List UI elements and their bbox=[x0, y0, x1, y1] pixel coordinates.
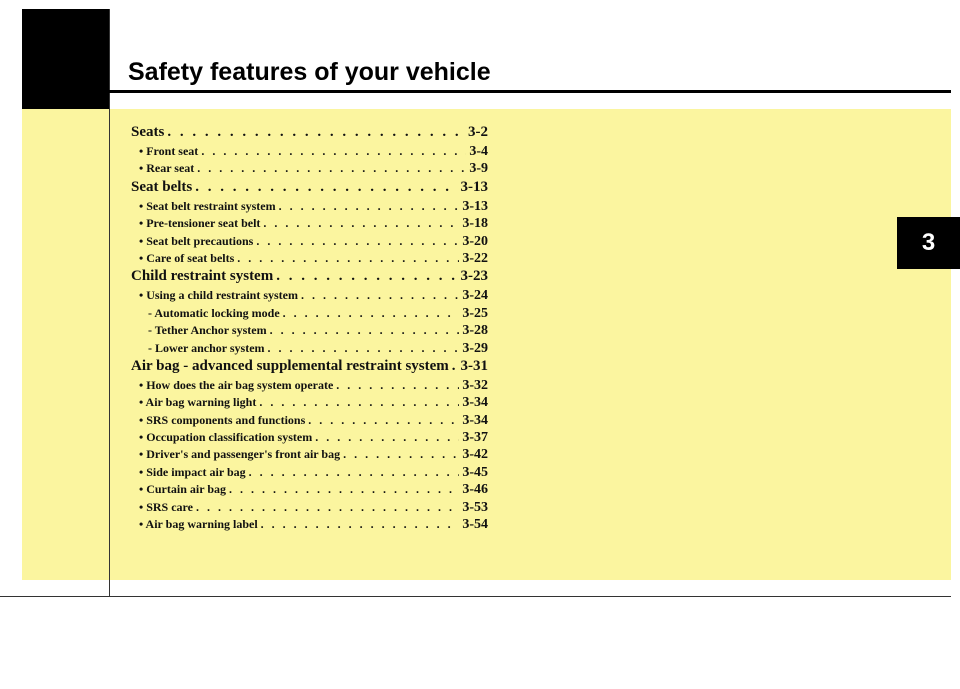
toc-dot-leader bbox=[195, 179, 457, 196]
toc-entry-page: 3-31 bbox=[460, 357, 488, 374]
toc-entry-label: • Side impact air bag bbox=[139, 464, 246, 479]
toc-entry-page: 3-34 bbox=[462, 412, 488, 428]
toc-entry-page: 3-23 bbox=[460, 268, 488, 285]
toc-entry-page: 3-46 bbox=[462, 482, 488, 498]
toc-entry-label: • SRS care bbox=[139, 499, 193, 514]
toc-dot-leader bbox=[249, 465, 460, 480]
toc-subentry[interactable] bbox=[131, 144, 488, 161]
toc-entry-label: • Using a child restraint system bbox=[139, 288, 298, 303]
toc-subentry[interactable] bbox=[131, 161, 488, 178]
chapter-tab[interactable]: 3 bbox=[897, 217, 960, 269]
toc-dot-leader bbox=[343, 447, 459, 462]
toc-subentry[interactable] bbox=[131, 323, 488, 340]
toc-dot-leader bbox=[196, 500, 459, 515]
toc-entry-page: 3-25 bbox=[462, 305, 488, 321]
toc-entry-page: 3-20 bbox=[462, 233, 488, 249]
toc-entry-page: 3-34 bbox=[462, 395, 488, 411]
title-underline bbox=[109, 90, 951, 93]
toc-entry-label: • Driver's and passenger's front air bag bbox=[139, 447, 341, 462]
toc-dot-leader bbox=[452, 358, 458, 375]
toc-subentry[interactable] bbox=[131, 465, 488, 482]
toc-entry-label: - Tether Anchor system bbox=[148, 323, 267, 338]
toc-subentry[interactable] bbox=[131, 517, 488, 534]
toc-entry-page: 3-2 bbox=[468, 124, 488, 140]
toc-dot-leader bbox=[336, 378, 459, 393]
toc-section-entry[interactable] bbox=[131, 124, 488, 144]
toc-entry-label: • Seat belt precautions bbox=[139, 233, 254, 248]
toc-dot-leader bbox=[301, 288, 459, 303]
page-title: Safety features of your vehicle bbox=[128, 58, 491, 86]
toc-subentry[interactable] bbox=[131, 500, 488, 517]
toc-subentry[interactable] bbox=[131, 447, 488, 464]
toc-entry-label: • Pre-tensioner seat belt bbox=[139, 216, 261, 231]
toc-dot-leader bbox=[279, 199, 460, 214]
toc-subentry[interactable] bbox=[131, 430, 488, 447]
toc-entry-page: 3-9 bbox=[469, 161, 488, 177]
table-of-contents bbox=[131, 124, 488, 534]
toc-dot-leader bbox=[268, 341, 460, 356]
toc-entry-label: • Curtain air bag bbox=[139, 482, 226, 497]
toc-dot-leader bbox=[259, 395, 459, 410]
toc-entry-label: - Lower anchor system bbox=[148, 340, 265, 355]
toc-entry-label: Child restraint system bbox=[131, 268, 274, 285]
toc-dot-leader bbox=[315, 430, 459, 445]
toc-entry-label: • Occupation classification system bbox=[139, 430, 313, 445]
toc-entry-label: • Seat belt restraint system bbox=[139, 198, 276, 213]
toc-entry-page: 3-28 bbox=[462, 323, 488, 339]
toc-section-entry[interactable] bbox=[131, 179, 488, 199]
toc-dot-leader bbox=[229, 482, 459, 497]
toc-entry-label: - Automatic locking mode bbox=[148, 305, 280, 320]
toc-entry-label: Seats bbox=[131, 124, 165, 140]
toc-entry-page: 3-42 bbox=[462, 447, 488, 463]
toc-entry-page: 3-13 bbox=[460, 178, 488, 195]
toc-entry-label: • Front seat bbox=[139, 144, 199, 158]
toc-entry-label: • Care of seat belts bbox=[139, 250, 235, 265]
toc-entry-page: 3-54 bbox=[462, 517, 488, 533]
toc-subentry[interactable] bbox=[131, 378, 488, 395]
toc-subentry[interactable] bbox=[131, 216, 488, 233]
toc-subentry[interactable] bbox=[131, 306, 488, 323]
toc-entry-page: 3-32 bbox=[462, 377, 488, 393]
toc-dot-leader bbox=[308, 413, 459, 428]
toc-subentry[interactable] bbox=[131, 413, 488, 430]
toc-dot-leader bbox=[263, 216, 459, 231]
toc-entry-label: • How does the air bag system operate bbox=[139, 377, 334, 392]
toc-subentry[interactable] bbox=[131, 341, 488, 358]
toc-dot-leader bbox=[201, 144, 466, 159]
toc-dot-leader bbox=[270, 323, 460, 338]
vertical-divider bbox=[109, 9, 110, 597]
toc-dot-leader bbox=[276, 268, 457, 285]
toc-entry-page: 3-24 bbox=[462, 288, 488, 304]
toc-entry-page: 3-18 bbox=[462, 216, 488, 232]
toc-dot-leader bbox=[237, 251, 459, 266]
toc-entry-page: 3-22 bbox=[462, 250, 488, 266]
toc-dot-leader bbox=[167, 124, 465, 141]
toc-subentry[interactable] bbox=[131, 288, 488, 305]
bottom-divider bbox=[0, 596, 951, 597]
toc-subentry[interactable] bbox=[131, 482, 488, 499]
toc-entry-page: 3-53 bbox=[462, 499, 488, 515]
toc-entry-page: 3-4 bbox=[469, 144, 488, 159]
toc-section-entry[interactable] bbox=[131, 358, 488, 378]
toc-subentry[interactable] bbox=[131, 251, 488, 268]
toc-entry-label: • Air bag warning label bbox=[139, 517, 258, 532]
toc-entry-label: • Rear seat bbox=[139, 161, 195, 176]
toc-entry-label: • Air bag warning light bbox=[139, 395, 257, 410]
toc-entry-label: Air bag - advanced supplemental restraint system bbox=[131, 357, 449, 374]
toc-dot-leader bbox=[256, 234, 459, 249]
toc-entry-label: Seat belts bbox=[131, 178, 193, 195]
toc-section-entry[interactable] bbox=[131, 268, 488, 288]
toc-entry-label: • SRS components and functions bbox=[139, 412, 306, 427]
toc-subentry[interactable] bbox=[131, 395, 488, 412]
toc-dot-leader bbox=[283, 306, 460, 321]
toc-dot-leader bbox=[197, 161, 466, 176]
toc-entry-page: 3-13 bbox=[462, 198, 488, 214]
toc-subentry[interactable] bbox=[131, 199, 488, 216]
toc-entry-page: 3-45 bbox=[462, 464, 488, 480]
toc-dot-leader bbox=[261, 517, 460, 532]
toc-entry-page: 3-37 bbox=[462, 430, 488, 446]
section-header-block bbox=[22, 9, 109, 109]
toc-entry-page: 3-29 bbox=[462, 340, 488, 356]
toc-subentry[interactable] bbox=[131, 234, 488, 251]
